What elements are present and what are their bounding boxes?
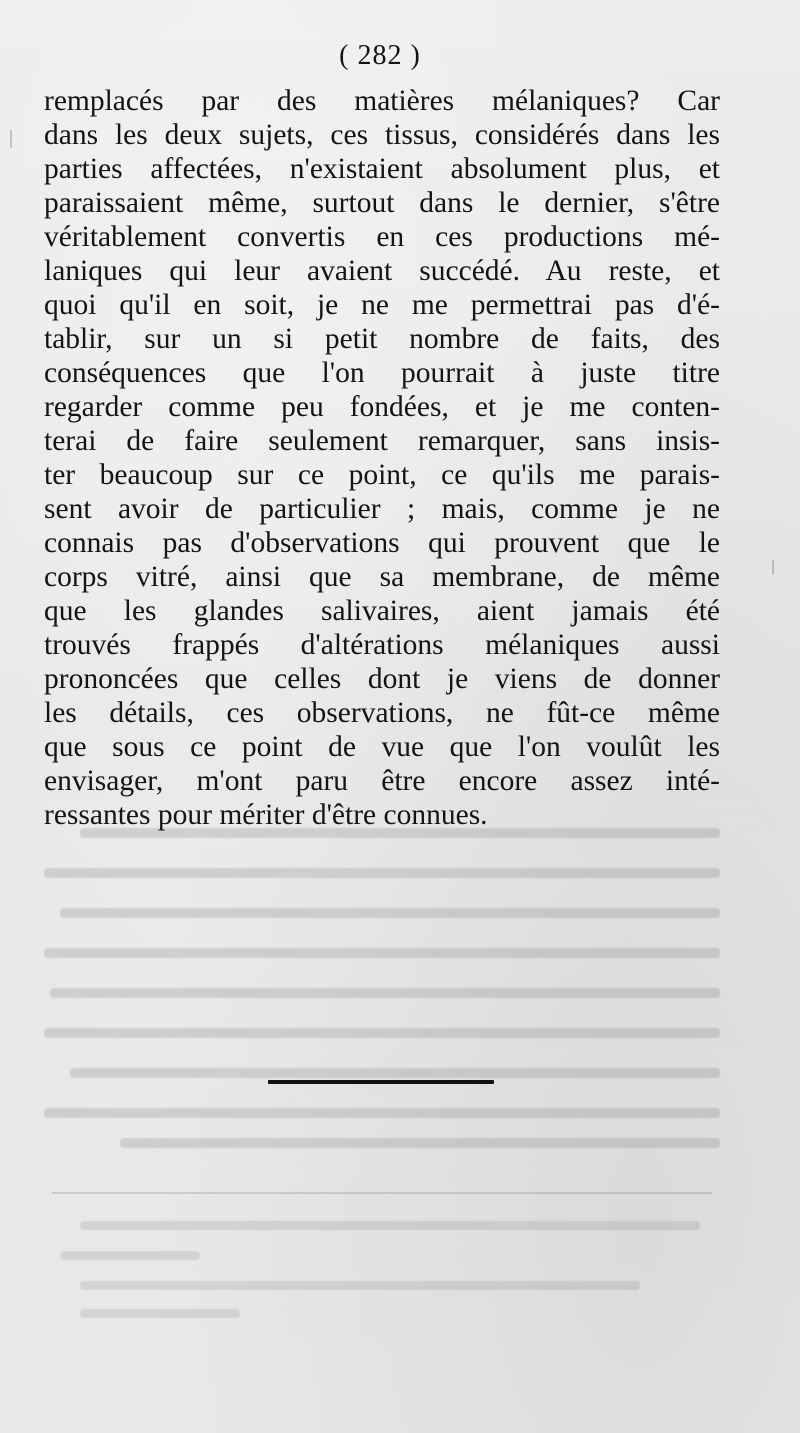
text-line: véritablement convertis en ces productions mé- — [44, 221, 720, 253]
text-line: les détails, ces observations, ne fût-ce même — [44, 697, 720, 729]
section-divider — [268, 1080, 494, 1084]
text-line: corps vitré, ainsi que sa membrane, de même — [44, 561, 720, 593]
body-text — [44, 84, 720, 832]
text-line: quoi qu'il en soit, je ne me permettrai pas d'é- — [44, 289, 720, 321]
text-line: que les glandes salivaires, aient jamais été — [44, 595, 720, 627]
text-line: remplacés par des matières mélaniques? Car — [44, 85, 720, 117]
footnote-rule-show-through — [52, 1192, 712, 1194]
text-line: tablir, sur un si petit nombre de faits, des — [44, 323, 720, 355]
text-line: sent avoir de particulier ; mais, comme je ne — [44, 493, 720, 525]
text-line: prononcées que celles dont je viens de donner — [44, 663, 720, 695]
text-line: terai de faire seulement remarquer, sans insis- — [44, 425, 720, 457]
show-through-texture — [44, 820, 720, 1150]
text-line: envisager, m'ont paru être encore assez inté- — [44, 765, 720, 797]
footnote-show-through-texture — [60, 1215, 710, 1325]
text-line: parties affectées, n'existaient absolument plus, et — [44, 153, 720, 185]
text-line: laniques qui leur avaient succédé. Au reste, et — [44, 255, 720, 287]
text-line: ressantes pour mériter d'être connues. — [44, 799, 488, 831]
page-number: ( 282 ) — [339, 40, 421, 71]
text-line: paraissaient même, surtout dans le dernier, s'être — [44, 187, 720, 219]
left-edge-mark — [10, 130, 12, 148]
text-line: conséquences que l'on pourrait à juste titre — [44, 357, 720, 389]
text-line: trouvés frappés d'altérations mélaniques aussi — [44, 629, 720, 661]
right-edge-mark — [772, 560, 774, 574]
text-line: ter beaucoup sur ce point, ce qu'ils me parais- — [44, 459, 720, 491]
text-line: regarder comme peu fondées, et je me conten- — [44, 391, 720, 423]
text-line: dans les deux sujets, ces tissus, considérés dans les — [44, 119, 720, 151]
text-line: que sous ce point de vue que l'on voulût les — [44, 731, 720, 763]
text-line: connais pas d'observations qui prouvent que le — [44, 527, 720, 559]
